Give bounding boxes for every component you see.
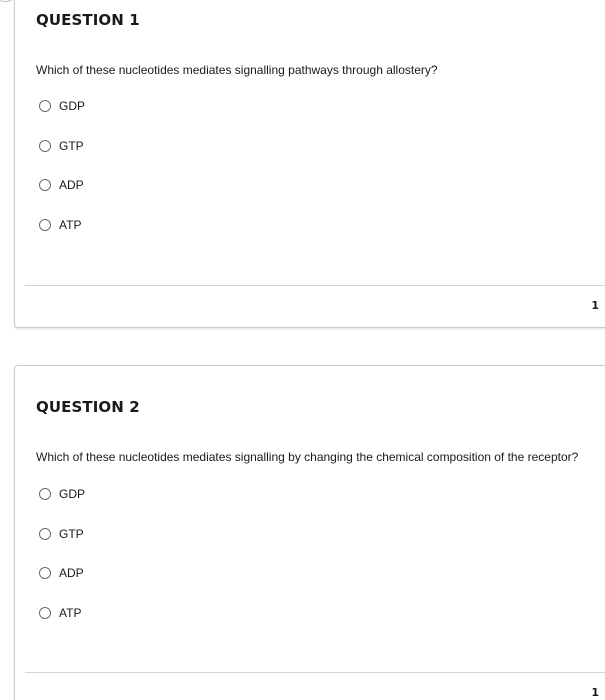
option-gdp[interactable] (39, 486, 85, 502)
radio-button-icon[interactable] (39, 179, 51, 191)
question-prompt: Which of these nucleotides mediates signalling by changing the chemical composition of the receptor? (36, 450, 579, 464)
option-gtp[interactable] (39, 138, 85, 154)
question-points: 1 (591, 299, 599, 312)
question-title: QUESTION 1 (36, 11, 140, 29)
option-label: GTP (59, 138, 84, 153)
option-label: GTP (59, 526, 84, 541)
option-gdp[interactable] (39, 98, 85, 114)
radio-button-icon[interactable] (39, 488, 51, 500)
question-card-2 (14, 365, 605, 700)
radio-button-icon[interactable] (39, 567, 51, 579)
question-card-1 (14, 0, 605, 328)
option-atp[interactable] (39, 217, 85, 233)
card-divider (25, 285, 605, 286)
option-adp[interactable] (39, 177, 85, 193)
option-label: GDP (59, 487, 86, 501)
option-atp[interactable] (39, 605, 85, 621)
option-label: GDP (59, 99, 86, 113)
option-label: ATP (59, 605, 82, 620)
radio-button-icon[interactable] (39, 528, 51, 540)
option-label: ADP (59, 178, 84, 192)
radio-button-icon[interactable] (39, 140, 51, 152)
question-title: QUESTION 2 (36, 398, 140, 416)
answer-options (39, 486, 85, 644)
corner-circle-icon (0, 0, 14, 2)
radio-button-icon[interactable] (39, 100, 51, 112)
option-label: ATP (59, 217, 82, 232)
question-prompt: Which of these nucleotides mediates signalling pathways through allostery? (36, 63, 438, 77)
question-points: 1 (591, 686, 599, 699)
answer-options (39, 98, 85, 256)
radio-button-icon[interactable] (39, 219, 51, 231)
option-gtp[interactable] (39, 526, 85, 542)
option-label: ADP (59, 566, 84, 580)
radio-button-icon[interactable] (39, 607, 51, 619)
card-divider (25, 672, 605, 673)
option-adp[interactable] (39, 565, 85, 581)
